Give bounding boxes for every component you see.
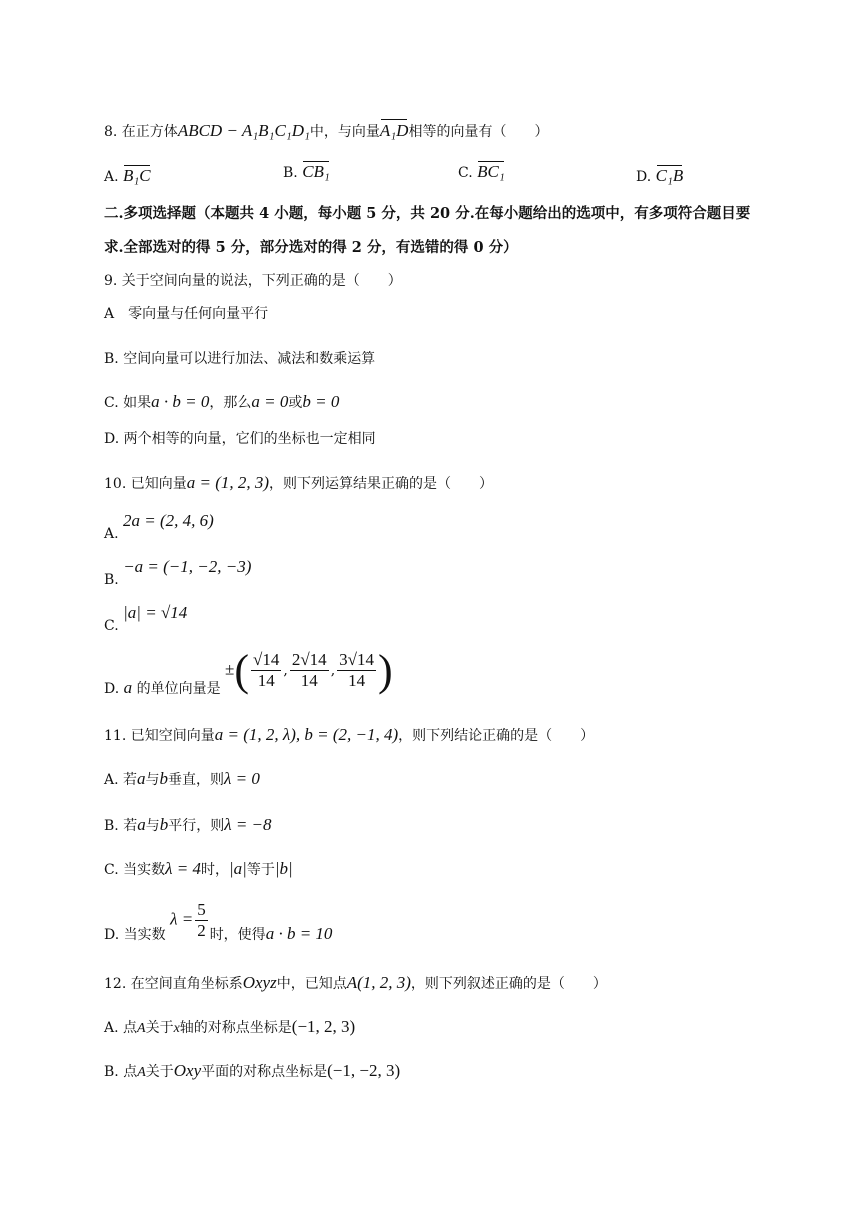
vector-a1d: A₁D xyxy=(379,121,409,140)
vectors-a-b-def: a = (1, 2, λ), b = (2, −1, 4) xyxy=(214,725,399,744)
section-2-heading: 二.多项选择题（本题共 4 小题，每小题 5 分，共 20 分.在每小题给出的选项中，有多项符合题目要 xyxy=(104,205,751,222)
q8-option-a[interactable]: A. B₁C xyxy=(104,166,151,185)
q8-option-b[interactable]: B. CB₁ xyxy=(283,162,330,181)
q11-option-c[interactable]: C. 当实数λ = 4时，|a|等于|b| xyxy=(104,859,293,878)
vector-cb1: CB₁ xyxy=(302,162,330,181)
q9-option-c[interactable]: C. 如果a · b = 0，那么a = 0或b = 0 xyxy=(104,392,340,411)
zero-vector-a: a = 0 xyxy=(251,392,289,411)
q11-option-b[interactable]: B. 若a与b平行，则λ = −8 xyxy=(104,815,272,834)
q9-option-a[interactable]: A 零向量与任何向量平行 xyxy=(104,306,269,322)
q12-option-a[interactable]: A. 点A关于x轴的对称点坐标是(−1, 2, 3) xyxy=(104,1017,356,1036)
question-9-stem: 9. 关于空间向量的说法，下列正确的是（ ） xyxy=(104,273,402,289)
q10-option-d[interactable]: D. a 的单位向量是 ±( $\frac{√14}{14}$ , $\frac{2√14}{14}$ , $\frac{3√14}{14}$ ) xyxy=(104,646,393,697)
q11-option-a[interactable]: A. 若a与b垂直，则λ = 0 xyxy=(104,769,260,788)
q8-option-d[interactable]: D. C₁B xyxy=(636,166,684,185)
fraction-5-2: $\frac{5}{2}$ xyxy=(197,900,206,940)
vector-a-def: a = (1, 2, 3) xyxy=(186,473,270,492)
vector-b1c: B₁C xyxy=(123,166,151,185)
zero-vector-b: b = 0 xyxy=(302,392,340,411)
q10-option-b[interactable]: B. −a = (−1, −2, −3) xyxy=(104,557,252,588)
q9-option-d[interactable]: D. 两个相等的向量，它们的坐标也一定相同 xyxy=(104,431,376,447)
fraction-1: $\frac{√14}{14}$ xyxy=(253,650,280,690)
vector-bc1: BC₁ xyxy=(477,162,505,181)
dot-product-expr: a · b = 0 xyxy=(151,392,210,411)
question-10-stem: 10. 已知向量a = (1, 2, 3)，则下列运算结果正确的是（ ） xyxy=(104,473,494,492)
q12-option-b[interactable]: B. 点A关于Oxy平面的对称点坐标是(−1, −2, 3) xyxy=(104,1061,401,1080)
question-8-stem: 8. 在正方体ABCD − A₁B₁C₁D₁中，与向量A₁D相等的向量有（ ） xyxy=(104,121,549,140)
q10-option-a[interactable]: A. 2a = (2, 4, 6) xyxy=(104,511,214,542)
q11-option-d[interactable]: D. 当实数 λ = $\frac{5}{2}$ 时，使得a · b = 10 xyxy=(104,900,333,943)
section-2-heading-cont: 求.全部选对的得 5 分，部分选对的得 2 分，有选错的得 0 分） xyxy=(104,239,518,256)
q8-option-c[interactable]: C. BC₁ xyxy=(458,162,505,181)
vector-c1b: C₁B xyxy=(655,166,684,185)
question-12-stem: 12. 在空间直角坐标系Oxyz中，已知点A(1, 2, 3)，则下列叙述正确的是（ ） xyxy=(104,973,607,992)
question-11-stem: 11. 已知空间向量a = (1, 2, λ), b = (2, −1, 4)，则下列结论正确的是（ ） xyxy=(104,725,595,744)
fraction-2: $\frac{2√14}{14}$ xyxy=(291,650,327,690)
q9-option-b[interactable]: B. 空间向量可以进行加法、减法和数乘运算 xyxy=(104,351,376,367)
q10-option-c[interactable]: C. |a| = √14 xyxy=(104,603,188,634)
cube-notation: ABCD − A₁B₁C₁D₁ xyxy=(177,121,310,140)
fraction-3: $\frac{3√14}{14}$ xyxy=(339,650,374,690)
